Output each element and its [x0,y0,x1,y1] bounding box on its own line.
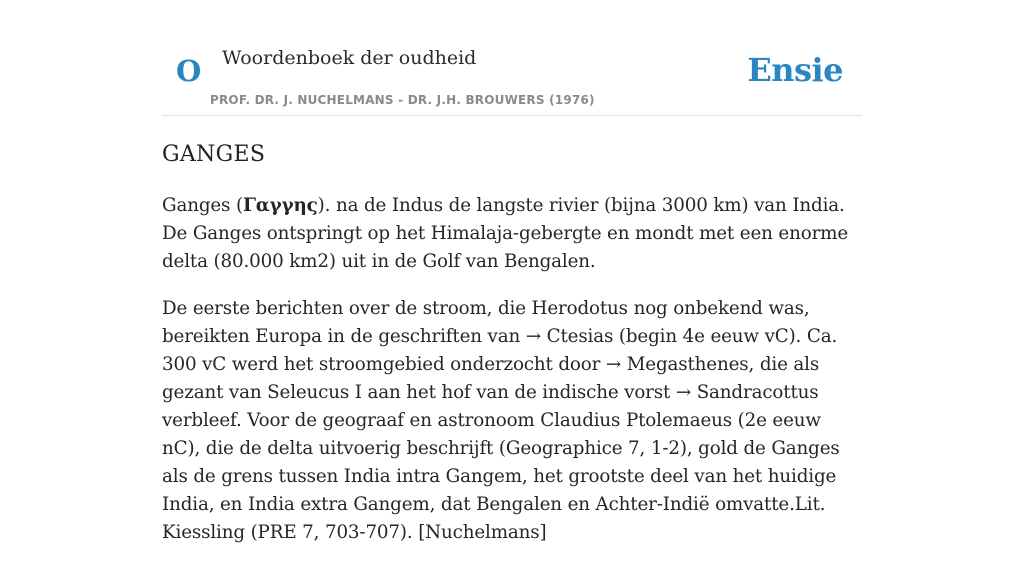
book-authors: PROF. DR. J. NUCHELMANS - DR. J.H. BROUWERS (1976) [210,93,595,107]
site-header [162,40,862,116]
xref-ctesias-link[interactable]: → Ctesias [525,326,614,347]
entry-body [162,192,862,566]
ensie-logo-link[interactable]: Ensie [747,51,843,89]
p2-text-d: verbleef. Voor de geograaf en astronoom Claudius Ptolemaeus (2e eeuw nC), die de delta uitvoerig beschrijft (Geographice 7, 1-2), gold de Ganges als de grens tussen India intra Gangem, het grootste deel van het huidige India, en India extra Gangem, dat Bengalen en Achter-Indië omvatte.Lit. Kiessling (PRE 7, 703-707). [Nuchelmans] [162,410,840,543]
entry-title: GANGES [162,142,266,167]
paragraph-2 [162,295,862,547]
p1-text-a: Ganges ( [162,195,243,216]
p2-text-a: De eerste berichten over de stroom, die Herodotus nog onbekend was, bereikten Europa in de geschriften van [162,298,810,347]
p1-text-b: ). na de Indus de langste rivier (bijna 3000 km) van India. De Ganges ontspringt op het Himalaja-gebergte en mondt met een enorme delta (80.000 km2) uit in de Golf van Bengalen. [162,195,849,272]
p2-text-c: , die als gezant van Seleucus I aan het hof van de indische vorst [162,354,820,403]
p2-text-b: (begin 4e eeuw vC). Ca. 300 vC werd het stroomgebied onderzocht door [162,326,838,375]
greek-name: Γαγγης [242,195,318,216]
xref-megasthenes-link[interactable]: → Megasthenes [605,354,749,375]
letter-index-link[interactable]: O [176,54,202,88]
xref-sandracottus-link[interactable]: → Sandracottus [675,382,819,403]
paragraph-1 [162,192,862,276]
book-title-link[interactable]: Woordenboek der oudheid [222,47,477,69]
